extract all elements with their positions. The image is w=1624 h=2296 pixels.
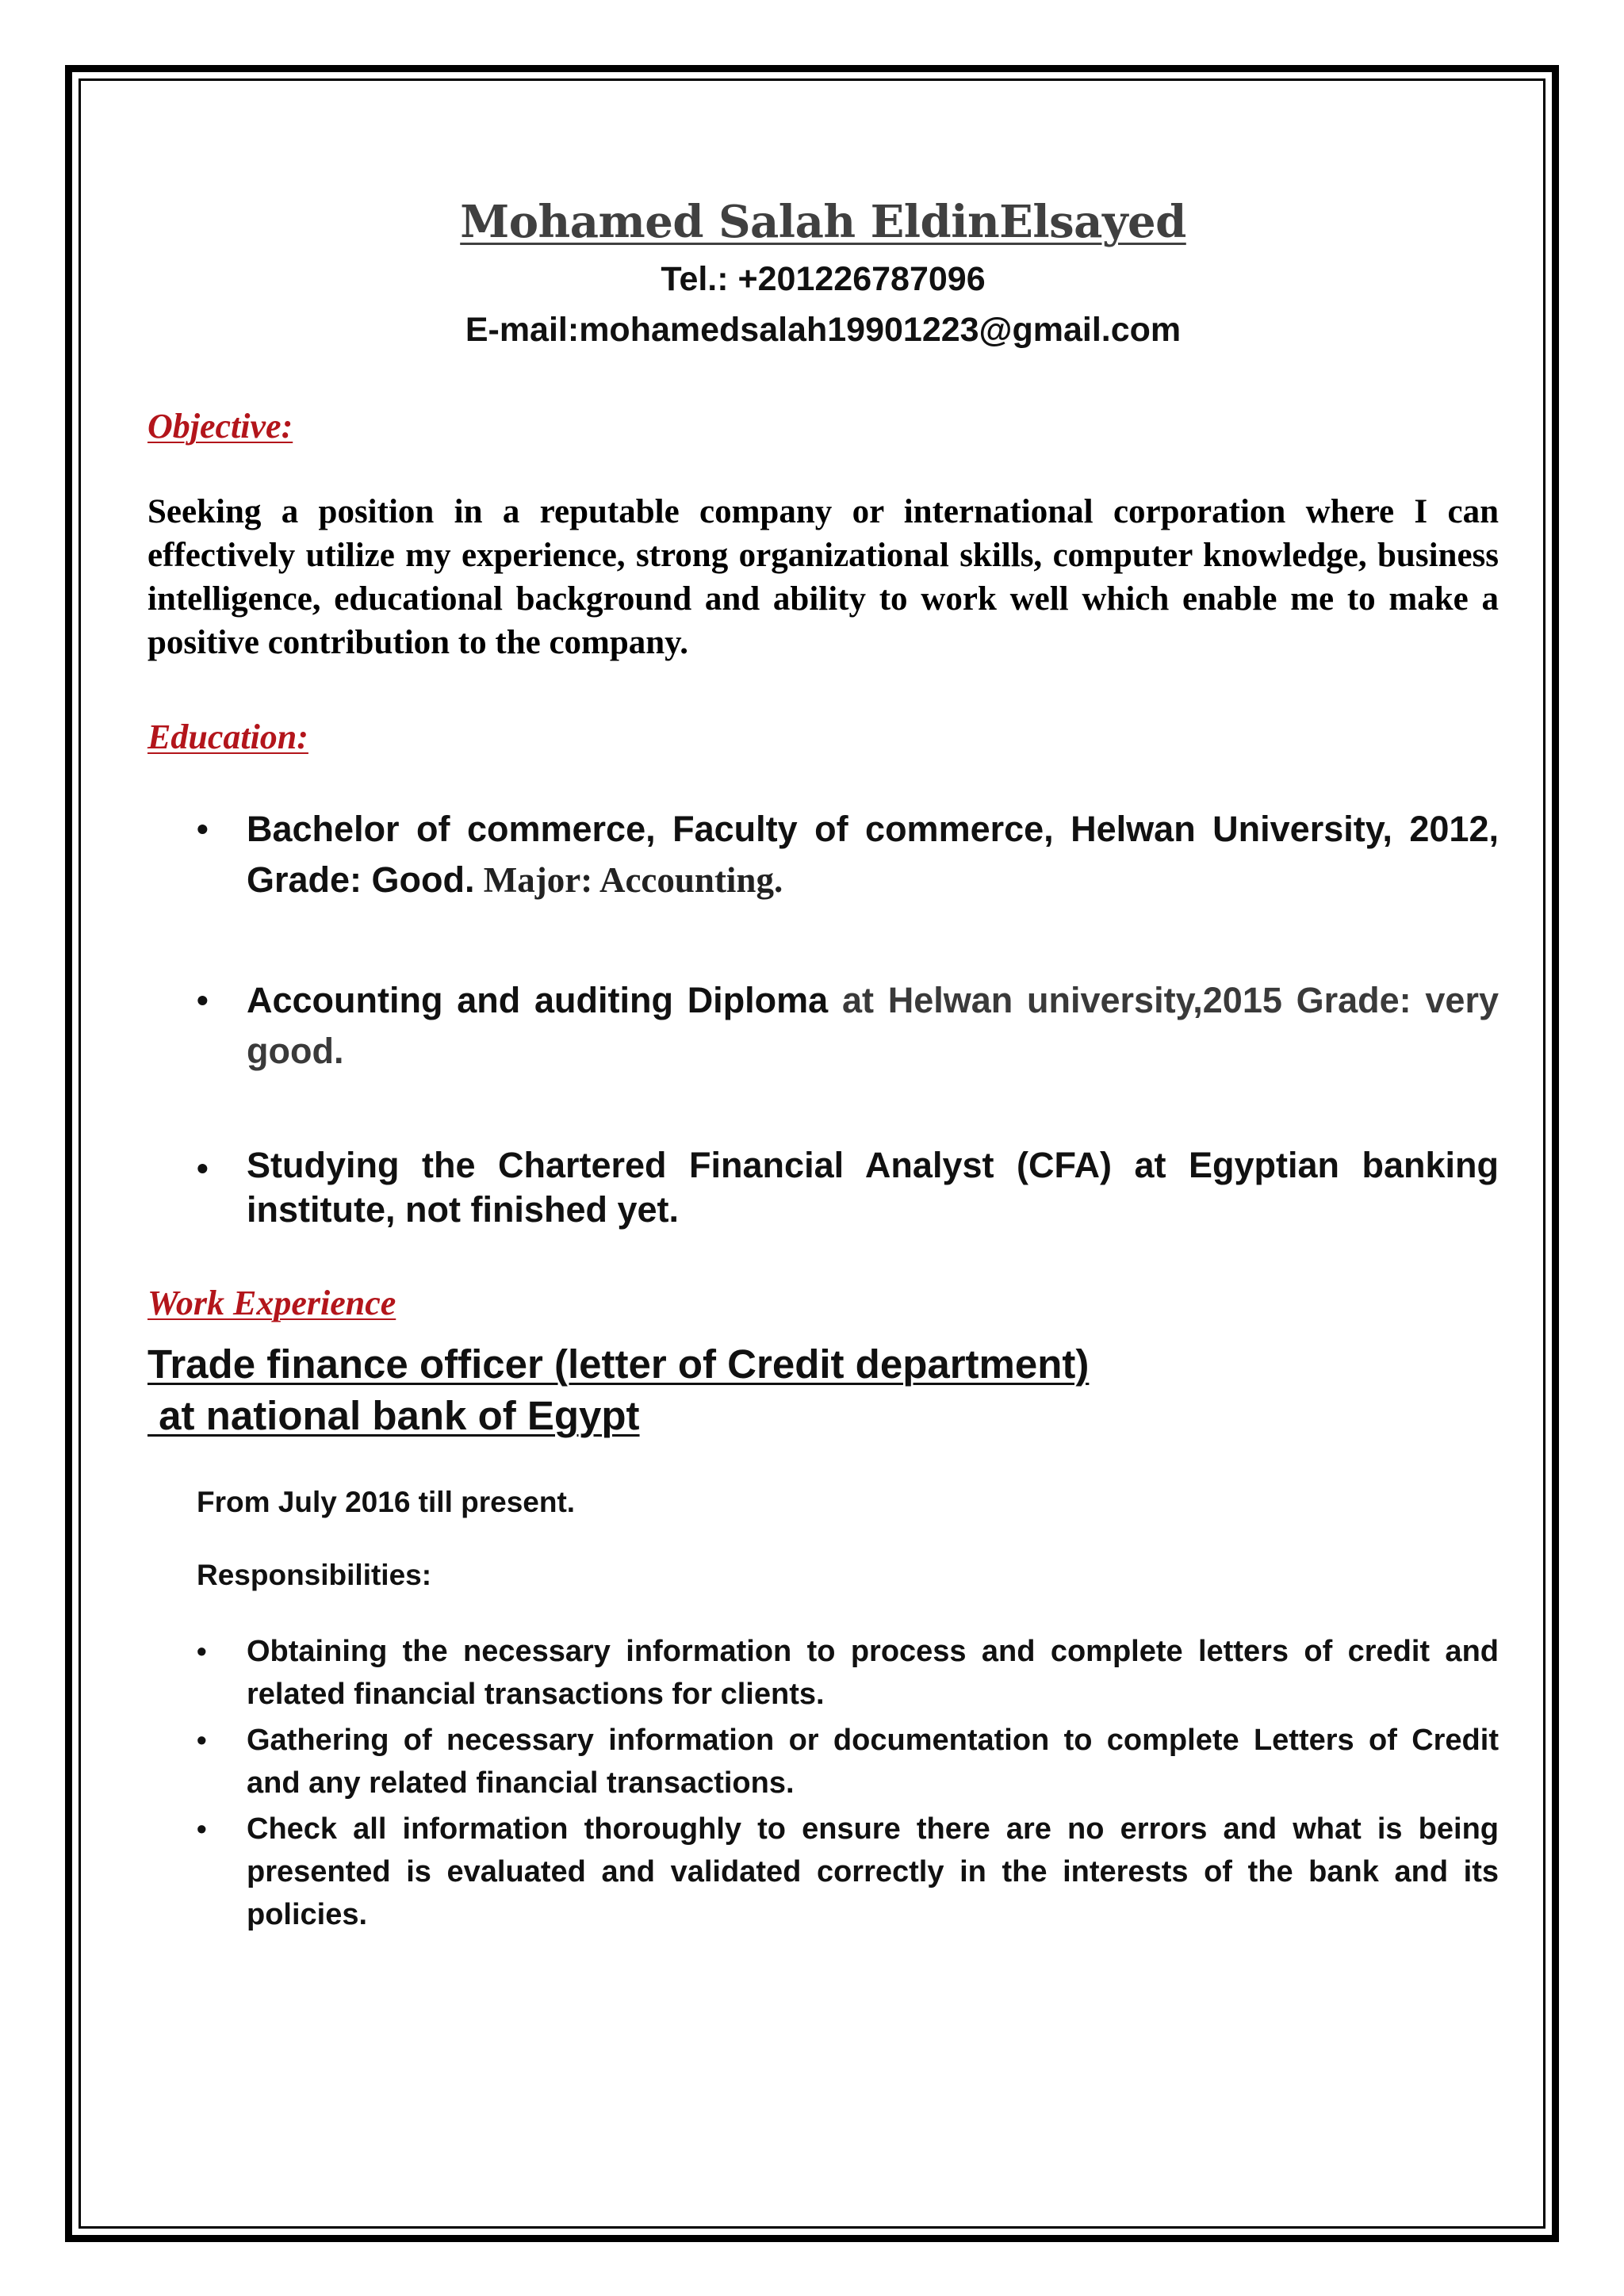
bullet-icon: • xyxy=(197,1150,209,1187)
responsibility-item xyxy=(147,1630,1499,1716)
bullet-icon: • xyxy=(197,982,209,1019)
education-item xyxy=(147,1143,1499,1232)
education-item-main: Bachelor of commerce, Faculty of commerce, Helwan University, 2012, Grade: Good. xyxy=(247,809,1499,900)
responsibility-text: Gathering of necessary information or documentation to complete Letters of Credit and any related financial transactions. xyxy=(247,1724,1499,1800)
job-period: From July 2016 till present. xyxy=(197,1486,576,1518)
work-experience-heading: Work Experience xyxy=(147,1284,396,1322)
spacer xyxy=(147,1077,1499,1143)
bullet-icon: • xyxy=(197,1724,207,1756)
job-title: Trade finance officer (letter of Credit department) xyxy=(147,1341,1090,1387)
spacer xyxy=(147,905,1499,975)
education-item-extra: at Helwan university,2015 Grade: very good. xyxy=(247,980,1499,1071)
responsibility-text: Check all information thoroughly to ensure there are no errors and what is being presented is evaluated and validated correctly in the interests of the bank and its policies. xyxy=(247,1812,1499,1931)
email: E-mail:mohamedsalah19901223@gmail.com xyxy=(465,311,1182,349)
education-item-extra: Major: Accounting. xyxy=(474,860,783,900)
bullet-icon: • xyxy=(197,810,209,848)
objective-text: Seeking a position in a reputable company or international corporation where I can effectively utilize my experience, strong organizational skills, computer knowledge, business intelligence, educational background and ability to work well which enable me to make a positive contribution to the company. xyxy=(147,493,1499,661)
responsibilities-list xyxy=(147,1630,1499,1936)
education-item xyxy=(147,975,1499,1077)
education-item xyxy=(147,804,1499,905)
bullet-icon: • xyxy=(197,1635,207,1667)
objective-heading: Objective: xyxy=(147,407,293,446)
responsibility-item xyxy=(147,1719,1499,1804)
candidate-name: Mohamed Salah EldinElsayed xyxy=(460,196,1186,248)
responsibilities-label: Responsibilities: xyxy=(197,1559,432,1591)
education-item-main: Studying the Chartered Financial Analyst (CFA) at Egyptian banking institute, not finished yet. xyxy=(247,1145,1499,1230)
education-item-main: Accounting and auditing Diploma xyxy=(247,980,829,1020)
telephone: Tel.: +201226787096 xyxy=(661,260,986,298)
resume-page xyxy=(147,190,1499,1936)
job-employer: at national bank of Egypt xyxy=(147,1393,640,1438)
education-heading: Education: xyxy=(147,718,308,756)
responsibility-item xyxy=(147,1808,1499,1936)
responsibility-text: Obtaining the necessary information to process and complete letters of credit and related financial transactions for clients. xyxy=(247,1635,1499,1711)
bullet-icon: • xyxy=(197,1812,207,1845)
education-list xyxy=(147,804,1499,1232)
